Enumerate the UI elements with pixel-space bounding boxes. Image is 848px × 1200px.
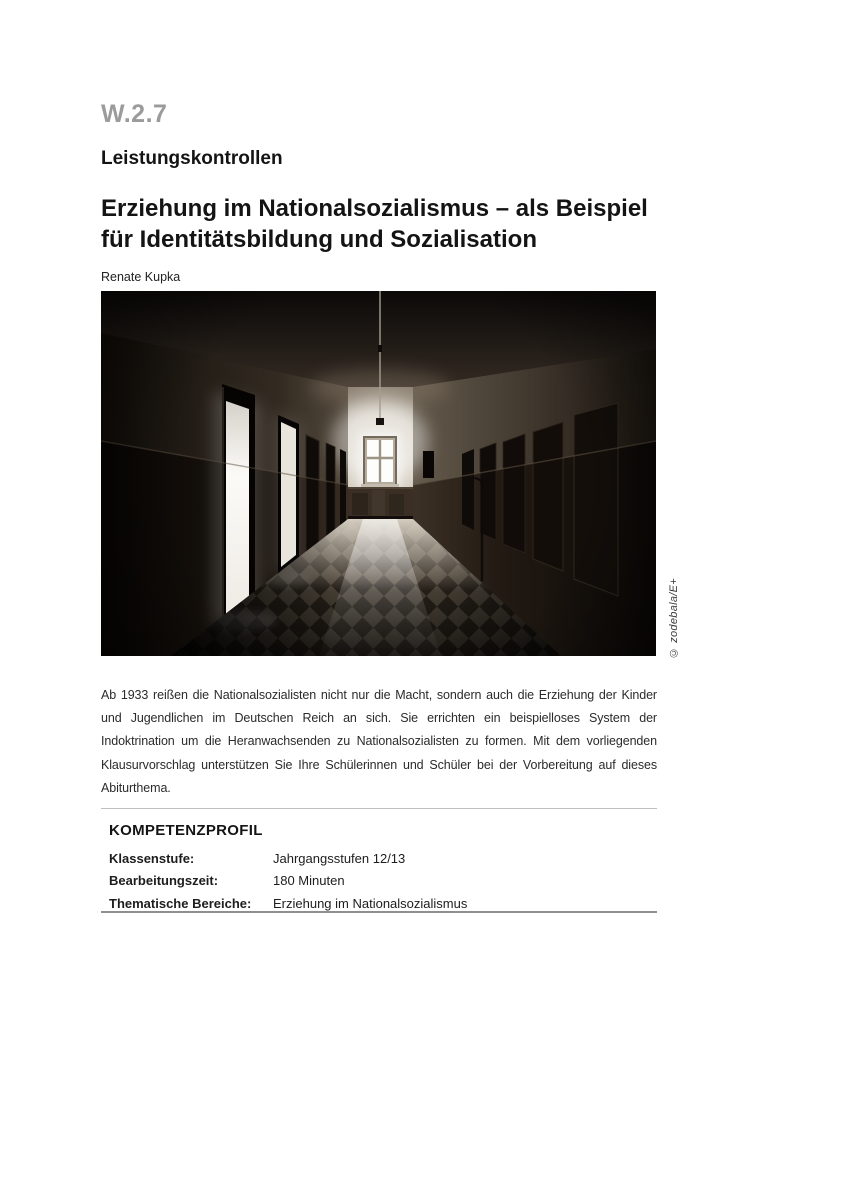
table-row: [109, 851, 657, 873]
corridor-photo: [101, 291, 680, 658]
divider-bottom: [101, 911, 657, 913]
row-label: Thematische Bereiche:: [109, 895, 252, 911]
divider-top: [101, 808, 657, 809]
vignette: [101, 291, 656, 656]
page-title-line-2: für Identitätsbildung und Sozialisation: [101, 226, 537, 253]
corridor-photo-illustration: [101, 291, 656, 656]
series-label: Leistungskontrollen: [101, 148, 283, 169]
kompetenzprofil-heading: KOMPETENZPROFIL: [109, 822, 263, 839]
unit-code: W.2.7: [101, 100, 168, 128]
table-row: [109, 896, 657, 918]
row-label: Bearbeitungszeit:: [109, 873, 219, 889]
page-title: [101, 193, 648, 255]
author-name: Renate Kupka: [101, 270, 181, 284]
photo-credit: © zodebala/E+: [668, 577, 680, 658]
row-label: Klassenstufe:: [109, 851, 195, 866]
table-row: [109, 873, 657, 895]
intro-paragraph: Ab 1933 reißen die Nationalsozialisten nicht nur die Macht, sondern auch die Erziehung der Kinder und Jugendlichen im Deutschen Reich an sich. Sie errichten ein beispielloses System der Indoktrination um die Heranwachsenden zu Nationalsozialisten zu formen. Mit dem vorliegenden Klausurvorschlag unterstützen Sie Ihre Schülerinnen und Schüler bei der Vorbereitung auf dieses Abiturthema.: [101, 688, 657, 795]
kompetenzprofil-table: [109, 851, 657, 918]
row-value: Jahrgangsstufen 12/13: [273, 851, 406, 866]
page-title-line-1: Erziehung im Nationalsozialismus – als Beispiel: [101, 195, 648, 222]
row-value: Erziehung im Nationalsozialismus: [273, 895, 468, 911]
row-value: 180 Minuten: [273, 873, 345, 889]
